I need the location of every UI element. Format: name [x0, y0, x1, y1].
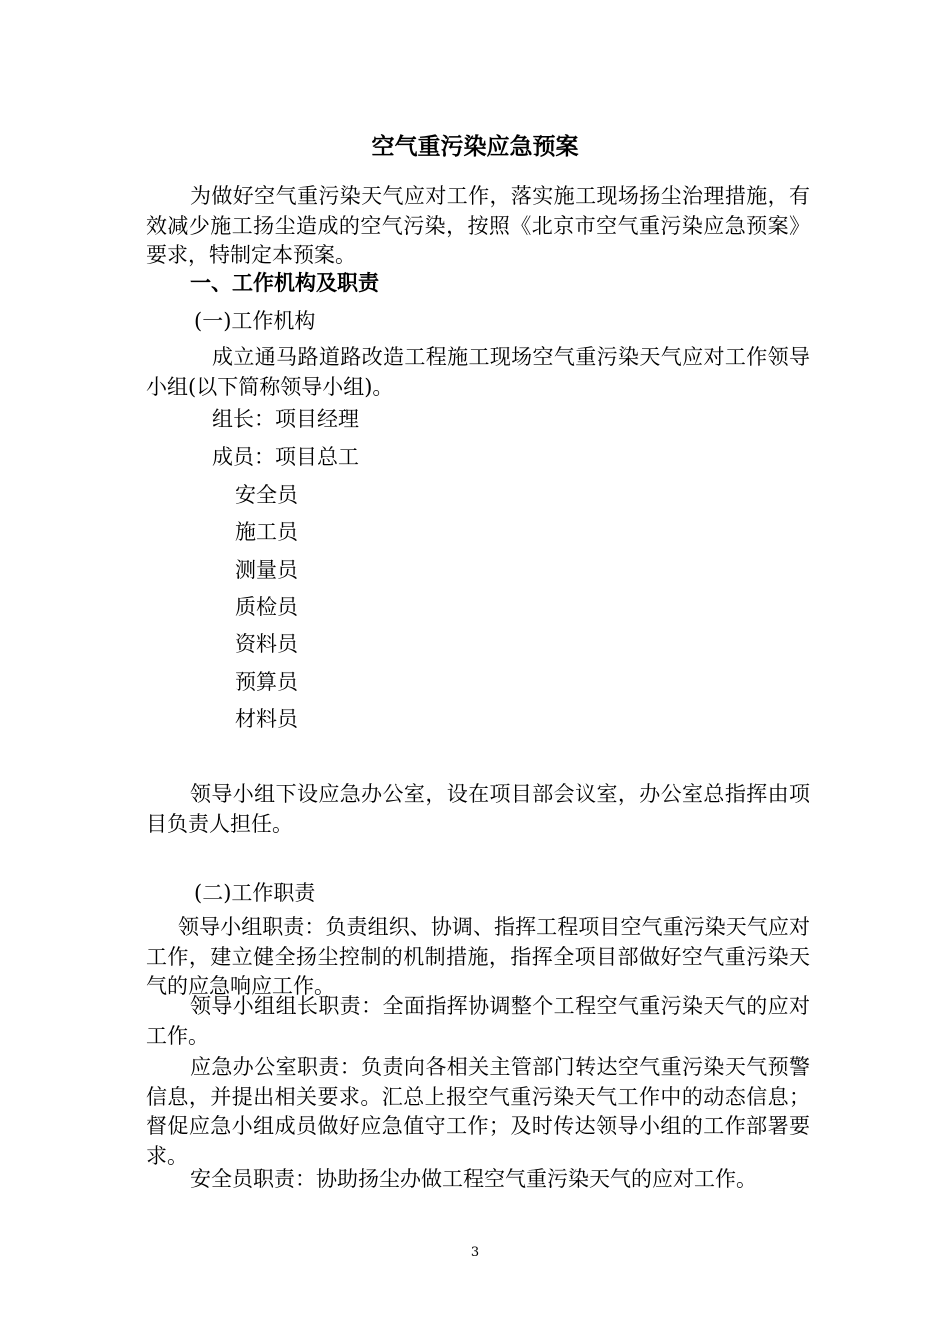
member-item: 预算员: [235, 670, 298, 694]
organization-paragraph: 成立通马路道路改造工程施工现场空气重污染天气应对工作领导小组(以下简称领导小组)。: [146, 345, 810, 399]
member-item: 测量员: [235, 558, 298, 582]
page-number: 3: [470, 1245, 480, 1260]
duty-paragraph-group: 领导小组职责：负责组织、协调、指挥工程项目空气重污染天气应对工作，建立健全扬尘控制的机制措施，指挥全项目部做好空气重污染天气的应急响应工作。: [146, 915, 810, 998]
member-item: 质检员: [235, 595, 298, 619]
office-paragraph: 领导小组下设应急办公室，设在项目部会议室，办公室总指挥由项目负责人担任。: [146, 782, 810, 836]
duty-paragraph-leader: 领导小组组长职责：全面指挥协调整个工程空气重污染天气的应对工作。: [146, 994, 810, 1048]
section-heading: 一、工作机构及职责: [190, 270, 379, 295]
members-line: 成员：项目总工: [212, 445, 359, 469]
document-title: 空气重污染应急预案: [371, 133, 579, 160]
leader-line: 组长：项目经理: [212, 407, 359, 431]
member-item: 施工员: [235, 520, 298, 544]
member-item: 资料员: [235, 632, 298, 656]
member-item: 材料员: [235, 707, 298, 731]
intro-paragraph: 为做好空气重污染天气应对工作，落实施工现场扬尘治理措施，有效减少施工扬尘造成的空气污染，按照《北京市空气重污染应急预案》要求，特制定本预案。: [146, 184, 810, 267]
subsection-heading-organization: (一)工作机构: [194, 309, 316, 333]
duty-paragraph-safety: 安全员职责：协助扬尘办做工程空气重污染天气的应对工作。: [190, 1167, 757, 1191]
subsection-heading-duties: (二)工作职责: [194, 881, 316, 905]
member-item: 安全员: [235, 483, 298, 507]
duty-paragraph-office: 应急办公室职责：负责向各相关主管部门转达空气重污染天气预警信息，并提出相关要求。汇总上报空气重污染天气工作中的动态信息；督促应急小组成员做好应急值守工作；及时传达领导小组的工作部署要求。: [146, 1055, 810, 1168]
